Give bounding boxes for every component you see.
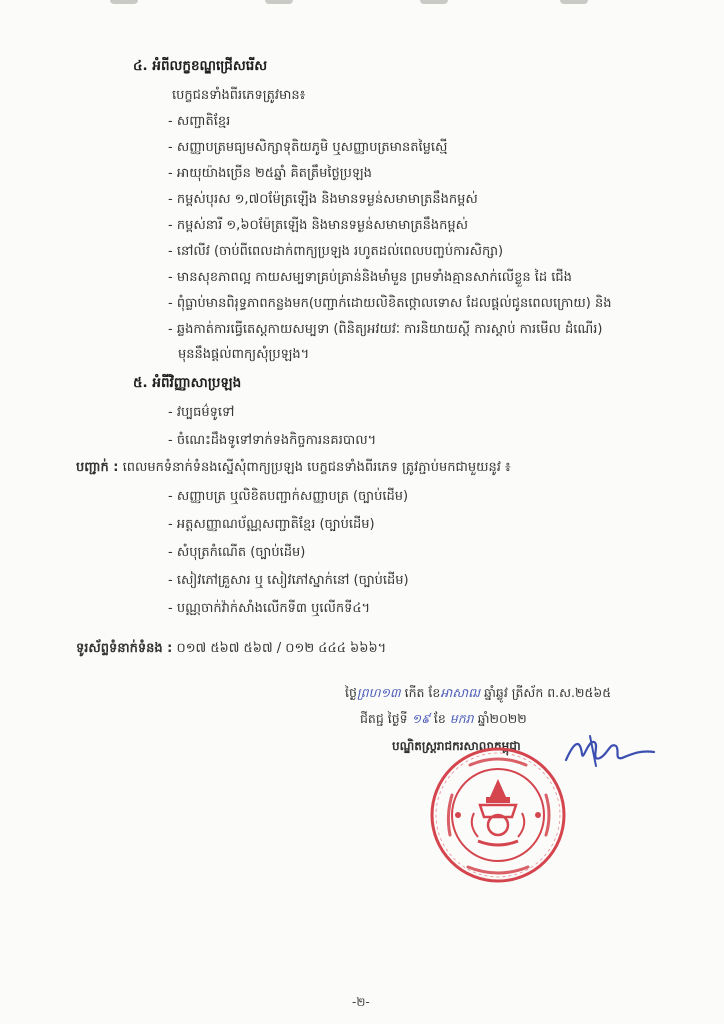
solar-prefix: ជីតជ្ជ ថ្ងៃទី <box>360 711 408 726</box>
official-seal-icon <box>428 745 568 885</box>
signature-icon <box>560 732 660 772</box>
document-item: - អត្តសញ្ញាណប័ណ្ណសញ្ជាតិខ្មែរ (ច្បាប់ដើម) <box>168 517 375 532</box>
requirement-item: - សញ្ញាបត្រមធ្យមសិក្សាទុតិយភូមិ ឬសញ្ញាបត្រមានតម្លៃស្មើ <box>168 140 448 155</box>
lunar-prefix: ថ្ងៃ <box>345 685 357 700</box>
lunar-date-line <box>345 684 611 702</box>
lunar-mid: កើត ខែ <box>404 685 441 700</box>
handwritten-solar-day: ១៩ <box>411 711 430 726</box>
solar-date-line <box>360 710 527 728</box>
section4-heading: ៤. អំពីលក្ខខណ្ឌជ្រើសរើស <box>133 58 268 74</box>
solar-mid: ខែ <box>433 711 446 726</box>
handwritten-weekday: ព្រហ <box>356 685 381 700</box>
requirement-item: - នៅលីវ (ចាប់ពីពេលដាក់ពាក្យប្រឡង រហូតដល់ពេលបញ្ចប់ការសិក្សា) <box>168 244 504 259</box>
requirement-continuation: មុននឹងផ្តល់ពាក្យសុំប្រឡង។ <box>178 347 310 362</box>
requirement-item: - សញ្ជាតិខ្មែរ <box>168 114 231 129</box>
handwritten-solar-month: មករា <box>449 711 474 726</box>
exam-subject-item: - ចំណេះដឹងទូទៅទាក់ទងកិច្ចការនគរបាល។ <box>168 433 377 448</box>
requirement-item: - ឆ្លងកាត់ការធ្វើតេស្តកាយសម្បទា (ពិនិត្យអវយវៈ ការនិយាយស្តី ការស្តាប់ ការមើល ដំណើរ) <box>168 322 603 337</box>
page-number: -២- <box>352 995 370 1009</box>
requirement-item: - អាយុយ៉ាងច្រើន ២៥ឆ្នាំ គិតត្រឹមថ្ងៃប្រឡង <box>168 166 372 181</box>
scan-top-edge <box>0 0 724 8</box>
note-line <box>76 459 511 477</box>
section5-heading: ៥. អំពីវិញ្ញាសាប្រឡង <box>133 375 242 391</box>
document-item: - សំបុត្រកំណើត (ច្បាប់ដើម) <box>168 545 306 560</box>
handwritten-lunar-day: ១៣ <box>380 685 401 700</box>
document-item: - សៀវភៅគ្រួសារ ឬ សៀវភៅស្នាក់នៅ (ច្បាប់ដើម) <box>168 573 409 588</box>
handwritten-lunar-month: អាសាឍ <box>440 685 481 700</box>
contact-line <box>76 640 386 658</box>
signer-title: បណ្ឌិតស្រ្តរាជករសាលាកម្ពុជា <box>392 739 521 753</box>
exam-subject-item: - វប្បធម៌ទូទៅ <box>168 405 235 420</box>
requirement-item: - កម្ពស់បុរស ១,៧០ម៉ែត្រឡើង និងមានទម្ងន់សមាមាត្រនឹងកម្ពស់ <box>168 192 478 207</box>
requirement-item: - កម្ពស់នារី ១,៦០ម៉ែត្រឡើង និងមានទម្ងន់សមាមាត្រនឹងកម្ពស់ <box>168 218 469 233</box>
requirement-item: - ពុំធ្លាប់មានពិរុទ្ធភាពកន្លងមក(បញ្ជាក់ដោយលិខិតថ្កោលទោស ដែលផ្តល់ជូនពេលក្រោយ) និង <box>168 296 612 311</box>
requirement-item: - មានសុខភាពល្អ កាយសម្បទាគ្រប់គ្រាន់និងមាំមួន ព្រមទាំងគ្មានសាក់លើខ្លួន ដៃ ជើង <box>168 270 572 285</box>
document-item: - បណ្ណចាក់វ៉ាក់សាំងលើកទី៣ ឬលើកទី៤។ <box>168 601 371 616</box>
contact-label: ទូរស័ព្ទទំនាក់ទំនង : <box>76 641 173 656</box>
solar-suffix: ឆ្នាំ២០២២ <box>477 711 527 726</box>
section4-intro: បេក្ខជនទាំងពីរភេទត្រូវមាន៖ <box>172 88 306 103</box>
lunar-suffix: ឆ្នាំឆ្លូវ ត្រីស័ក ព.ស.២៥៦៥ <box>484 685 612 700</box>
note-label: បញ្ជាក់ : <box>76 460 119 475</box>
contact-value: ០១៧ ៥៦៧ ៥៦៧ / ០១២ ៤៤៤ ៦៦៦។ <box>176 641 387 656</box>
note-text: ពេលមកទំនាក់ទំនងស្នើសុំពាក្យប្រឡង បេក្ខជនទាំងពីរភេទ ត្រូវភ្ជាប់មកជាមួយនូវ ៖ <box>122 460 511 475</box>
document-item: - សញ្ញាបត្រ ឬលិខិតបញ្ជាក់សញ្ញាបត្រ (ច្បាប់ដើម) <box>168 489 409 504</box>
